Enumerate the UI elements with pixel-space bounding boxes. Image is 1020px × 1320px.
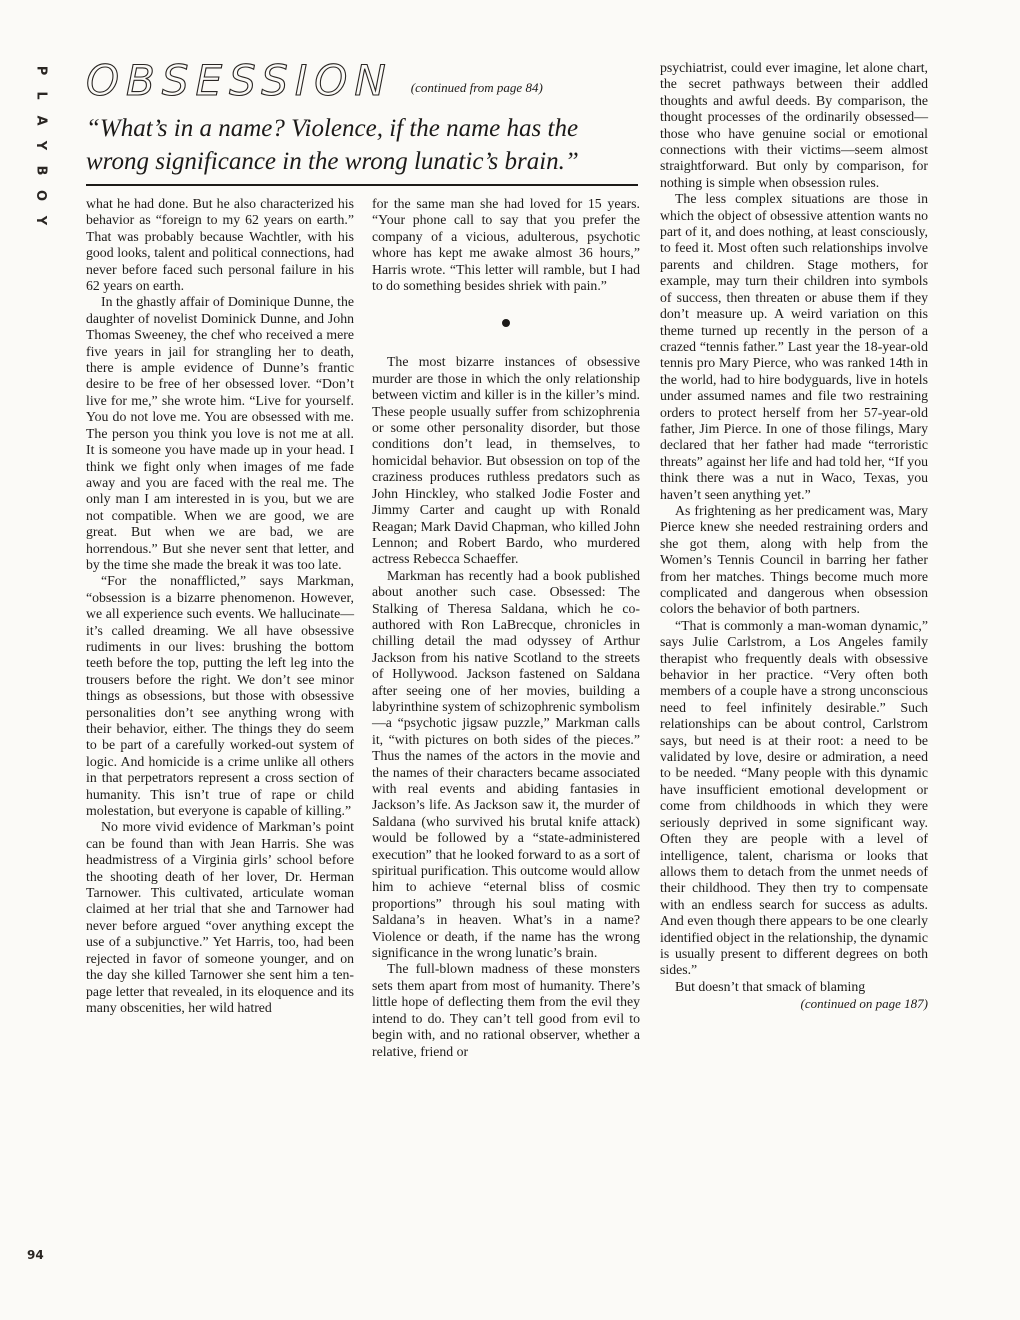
paragraph: The full-blown madness of these monsters sets them apart from most of humanity. There’s little hope of deflecting them from the evil they intend to do. They can’t tell good from evil to begin with, and no rational observer, whether a relative, friend or: [372, 961, 640, 1059]
paragraph: The less complex situations are those in which the object of obsessive attention wants no part of it, and does nothing, at least consciously, to feed it. Most often such relationships involve parents and children. Stage mothers, for example, may turn their children into symbols of success, then threaten or abuse them if they don’t measure up. A weird variation on this theme turned up recently in the person of a crazed “tennis father.” Last year the 18-year-old tennis pro Mary Pierce, who was ranked 14th in the world, had to hire bodyguards, live in hotels under assumed names and file two restraining orders to protect herself from her 57-year-old father, Jim Pierce. In one of those filings, Mary declared that her father had made “terroristic threats” against her life and had told her, “If you think there was a nut in Waco, Texas, you haven’t seen anything yet.”: [660, 191, 928, 502]
paragraph: But doesn’t that smack of blaming: [675, 978, 866, 994]
paragraph: psychiatrist, could ever imagine, let alone chart, the secret pathways between their addled thoughts and awful deeds. By comparison, the thought processes of the ordinarily obsessed—those who have genuine social or emotional connections with their victims—seem almost straightforward. But only by comparison, for nothing is simple when obsession rules.: [660, 60, 928, 190]
page-number: 94: [27, 1248, 44, 1262]
paragraph: “For the nonafflicted,” says Markman, “obsession is a bizarre phenomenon. However, we all experience such events. We hallucinate—it’s called dreaming. We all have obsessive rudiments in our lives: brushing the bottom teeth before the top, putting the left leg into the trousers before the right. We don’t see minor things as obsessions, but those with obsessive personalities don’t see anything wrong with their behavior, either. The things they do seem to be part of a carefully worked-out system of logic. And homicide is a crime unlike all others in that perpetrators represent a cross section of humanity. This isn’t true of rape or child molestation, but everyone is capable of killing.”: [86, 573, 354, 819]
paragraph: for the same man she had loved for 15 years. “Your phone call to say that you prefer the company of a vicious, adulterous, psychotic whore has kept me awake almost 36 hours,” Harris wrote. “This letter will ramble, but I had to do something besides shriek with pain.”: [372, 196, 640, 294]
spine-letter: B: [33, 165, 49, 176]
paragraph: No more vivid evidence of Markman’s point can be found than with Jean Harris. She was headmistress of a Virginia girls’ school before the shooting death of her lover, Dr. Herman Tarnower. This cultivated, articulate woman claimed at her trial that she and Tarnower had never before argued “over anything except the use of a subjunctive.” Yet Harris, too, had been rejected in favor of someone younger, and on the day she killed Tarnower she sent him a ten-page letter that revealed, in its eloquence and its many obscenities, her wild hatred: [86, 819, 354, 1015]
spine-letter: Y: [33, 140, 49, 151]
text-column-1: [86, 196, 354, 1016]
magazine-spine: [27, 58, 49, 233]
section-break-bullet: [372, 314, 640, 332]
header-rule: [86, 184, 638, 186]
article-title: OBSESSION: [86, 56, 393, 105]
paragraph: In the ghastly affair of Dominique Dunne, the daughter of novelist Dominick Dunne, and John Thomas Sweeney, the chef who received a mere five years in jail for strangling her to death, there is ample evidence of Dunne’s frantic desire to be free of her obsessed lover. “Don’t live for me,” she wrote him. “Live for yourself. You do not love me. You are obsessed with me. The person you think you love is not me at all. It is someone you have made up in your head. I think we fight only when images of me fade away and you are faced with the real me. The only man I am interested in is you, but we are not compatible. When we are good, we are great. But when we are bad, we are horrendous.” But she never sent that letter, and by the time she made the break it was too late.: [86, 294, 354, 572]
spine-letter: Y: [33, 215, 49, 226]
paragraph: The most bizarre instances of obsessive murder are those in which the only relationship between victim and killer is in the killer’s mind. These people usually suffer from schizophrenia or some other personality disorder, but those conditions don’t lead, in themselves, to homicidal behavior. But obsession on top of the craziness produces ruthless predators such as John Hinckley, who stalked Jodie Foster and Jimmy Carter and caught up with Ronald Reagan; Mark David Chapman, who killed John Lennon; and Robert Bardo, who murdered actress Rebecca Schaeffer.: [372, 354, 640, 567]
paragraph: Markman has recently had a book published about another such case. Obsessed: The Stalking of Theresa Saldana, which he co-authored with Ron LaBrecque, chronicles in chilling detail the mad odyssey of Arthur Jackson from his native Scotland to the streets of Hollywood. Jackson fastened on Saldana after seeing one of her movies, building a labyrinthine system of schizophrenic symbolism—a “psychotic jigsaw puzzle,” Markman calls it, “with pictures on both sides of the pieces.” Thus the names of the actors in the movie and the names of their characters became associated with real events and abiding fantasies in Jackson’s life. As Jackson saw it, the murder of Saldana (who survived his brutal knife attack) would be followed by a “state-administered execution” that he looked forward to as a sort of spiritual purification. This outcome would allow him to achieve “eternal bliss of cosmic proportions” through his soul mating with Saldana’s in heaven. What’s in a name? Violence or death, if the name has the wrong significance in the wrong lunatic’s brain.: [372, 567, 640, 961]
spine-letter: O: [33, 189, 49, 202]
paragraph: what he had done. But he also characterized his behavior as “foreign to my 62 years on earth.” That was probably because Wachtler, with his good looks, talent and political connections, had never before faced such personal failure in his 62 years on earth.: [86, 196, 354, 294]
article-header: [86, 50, 638, 178]
paragraph: As frightening as her predicament was, Mary Pierce knew she needed restraining orders and she got them, along with help from the Women’s Tennis Council in barring her father from her matches. Things become much more complicated and dangerous when obsession colors the behavior of both partners.: [660, 502, 928, 617]
spine-letter: A: [33, 115, 49, 126]
continued-on-note: (continued on page 187): [800, 996, 928, 1012]
continued-from-note: (continued from page 84): [410, 80, 543, 95]
spine-letter: P: [33, 65, 49, 76]
paragraph: “That is commonly a man-woman dynamic,” says Julie Carlstrom, a Los Angeles family therapist who frequently deals with obsessive behavior in her practice. “Very often both members of a couple have a strong unconscious need to feel infinitely desirable.” Such relationships can be about control, Carlstrom says, but need is at their root: a need to be validated by love, desire or admiration, a need to be needed. “Many people with this dynamic have insufficient emotional development or come from childhoods in which they were seriously deprived in some significant way. Often they are people with a level of intelligence, talent, charisma or looks that allows them to detach from the unmet needs of their childhood. They then try to compensate with an endless search for success as adults. And even though there appears to be one clearly identified object in the relationship, the dynamic is usually present to different degrees on both sides.”: [660, 617, 928, 978]
text-column-3: [660, 60, 928, 1013]
spine-letter: L: [33, 91, 49, 100]
text-column-2: [372, 196, 640, 1060]
title-row: [86, 50, 638, 105]
article-deck: “What’s in a name? Violence, if the name has the wrong significance in the wrong lunatic’s brain.”: [86, 115, 579, 175]
